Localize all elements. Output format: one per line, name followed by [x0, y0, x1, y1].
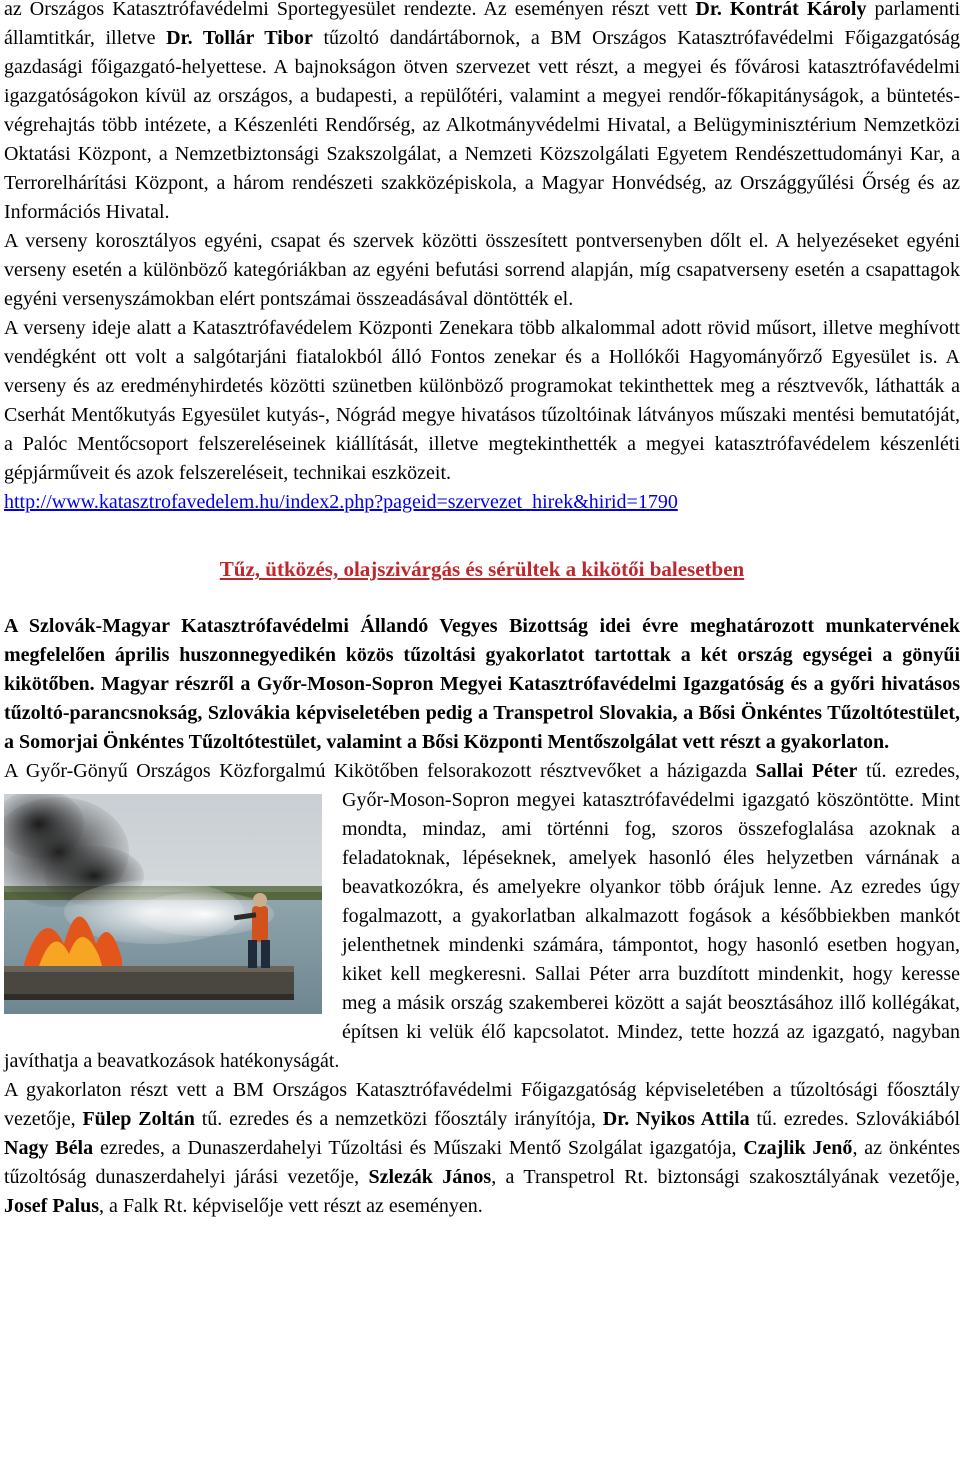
person-name: Czajlik Jenő [743, 1137, 853, 1159]
person-name: Dr. Tollár Tibor [166, 27, 313, 49]
text-run: A Győr-Gönyű Országos Közforgalmú Kikötőben felsorakozott résztvevőket a házigazda [4, 760, 756, 782]
person-name: Josef Palus [4, 1195, 99, 1217]
text-run: , a Transpetrol Rt. biztonsági szakosztályának vezetője, [491, 1166, 960, 1188]
source-link[interactable]: http://www.katasztrofavedelem.hu/index2.php?pageid=szervezet_hirek&hirid=1790 [4, 491, 678, 513]
person-name: Dr. Kontrát Károly [695, 0, 867, 20]
text-run: ezredes, a Dunaszerdahelyi Tűzoltási és Műszaki Mentő Szolgálat igazgatója, [93, 1137, 744, 1159]
person-name: Fülep Zoltán [82, 1108, 195, 1130]
article-lead: A Szlovák-Magyar Katasztrófavédelmi Állandó Vegyes Bizottság idei évre meghatározott munkatervének megfelelően április huszonnegyedikén közös tűzoltási gyakorlatot tartottak a két ország egységei a gönyűi kikötőben. Magyar részről a Győr-Moson-Sopron Megyei Katasztrófavédelmi Igazgatóság és a győri hivatásos tűzoltó-parancsnokság, Szlovákia képviseletében pedig a Transpetrol Slovakia, a Bősi Önkéntes Tűzoltótestület, a Somorjai Önkéntes Tűzoltótestület, valamint a Bősi Központi Mentőszolgálat vett részt a gyakorlaton. [4, 615, 960, 753]
text-run: tűzoltó dandártábornok, a BM Országos Katasztrófavédelmi Főigazgatóság gazdasági főigazgató-helyettese. A bajnokságon ötven szervezet vett részt, a megyei és fővárosi katasztrófavédelmi igazgatóságokon kívül az országos, a budapesti, a repülőtéri, valamint a megyei rendőr-főkapitányságok, a büntetés-végrehajtás több intézete, a Készenléti Rendőrség, az Alkotmányvédelmi Hivatal, a Belügyminisztérium Nemzetközi Oktatási Központ, a Nemzetbiztonsági Szakszolgálat, a Nemzeti Közszolgálati Egyetem Rendészettudományi Kar, a Terrorelhárítási Központ, a három rendészeti szakközépiskola, a Magyar Honvédség, az Országgyűlési Őrség és az Információs Hivatal. [4, 27, 960, 223]
paragraph-scoring: A verseny korosztályos egyéni, csapat és szervek közötti összesített pontversenyben dőlt el. A helyezéseket egyéni verseny esetén a különböző kategóriákban az egyéni befutási sorrend alapján, míg csapatverseny esetén a csapattagok egyéni versenyszámokban elért pontszámai összeadásával döntötték el. [4, 230, 960, 310]
text-run: tű. ezredes és a nemzetközi főosztály irányítója, [194, 1108, 603, 1130]
paragraph-sports-event [4, 0, 960, 227]
text-run: tű. ezredes. Szlovákiából [749, 1108, 960, 1130]
person-name: Dr. Nyikos Attila [602, 1108, 750, 1130]
text-run: tű. ezredes, Győr-Moson-Sopron megyei katasztrófavédelmi igazgató köszöntötte. Mint mondta, mindaz, ami történni fog, szoros összefoglalása azoknak a feladatoknak, lépéseknek, amelyek hasonló éles helyzetben várnának a beavatkozókra, és amelyekre olyankor több órájuk lenne. Az ezredes úgy fogalmazott, a gyakorlatban alkalmazott fogások a későbbiekben mankót jelenthetnek mindenki számára, támpontot, hogy hasonló esetben hogyan, kiket kell megkeresni. Sallai Péter arra buzdított mindenkit, hogy keresse meg a másik ország szakemberei között a saját beosztásához illő kollégákat, építsen ki velük élő kapcsolatot. Mindez, tette hozzá az igazgató, nagyban javíthatja a beavatkozások hatékonyságát. [4, 760, 960, 1072]
firefighting-exercise-photo [4, 794, 322, 1014]
paragraph-programs: A verseny ideje alatt a Katasztrófavédelem Központi Zenekara több alkalommal adott rövid műsort, illetve meghívott vendégként ott volt a salgótarjáni fiatalokból álló Fontos zenekar és a Hollókői Hagyományőrző Egyesület is. A verseny és az eredményhirdetés közötti szünetben különböző programokat tekinthettek meg a résztvevők, láthatták a Cserhát Mentőkutyás Egyesület kutyás-, Nógrád megye hivatásos tűzoltóinak látványos műszaki mentési bemutatóját, a Palóc Mentőcsoport felszereléseinek kiállítását, illetve megtekinthették a megyei katasztrófavédelem készenléti gépjárműveit és azok felszereléseit, technikai eszközeit. [4, 317, 960, 484]
person-name: Szlezák János [368, 1166, 492, 1188]
paragraph-participants [4, 1076, 960, 1221]
source-link-line [4, 488, 960, 517]
text-run: , az önkéntes tűzoltóság dunaszerdahelyi járási vezetője, [4, 1137, 960, 1188]
paragraph-welcome [4, 757, 960, 1076]
text-run: A gyakorlaton részt vett a BM Országos Katasztrófavédelmi Főigazgatóság képviseletében a tűzoltósági főosztály vezetője, [4, 1079, 960, 1130]
text-run: parlamenti államtitkár, illetve [4, 0, 960, 49]
article-heading: Tűz, ütközés, olajszivárgás és sérültek a kikötői balesetben [219, 557, 745, 581]
text-run: , a Falk Rt. képviselője vett részt az eseményen. [99, 1195, 483, 1217]
text-run: az Országos Katasztrófavédelmi Sportegyesület rendezte. Az eseményen részt vett [4, 0, 696, 20]
person-name: Nagy Béla [4, 1137, 94, 1159]
person-name: Sallai Péter [755, 760, 858, 782]
